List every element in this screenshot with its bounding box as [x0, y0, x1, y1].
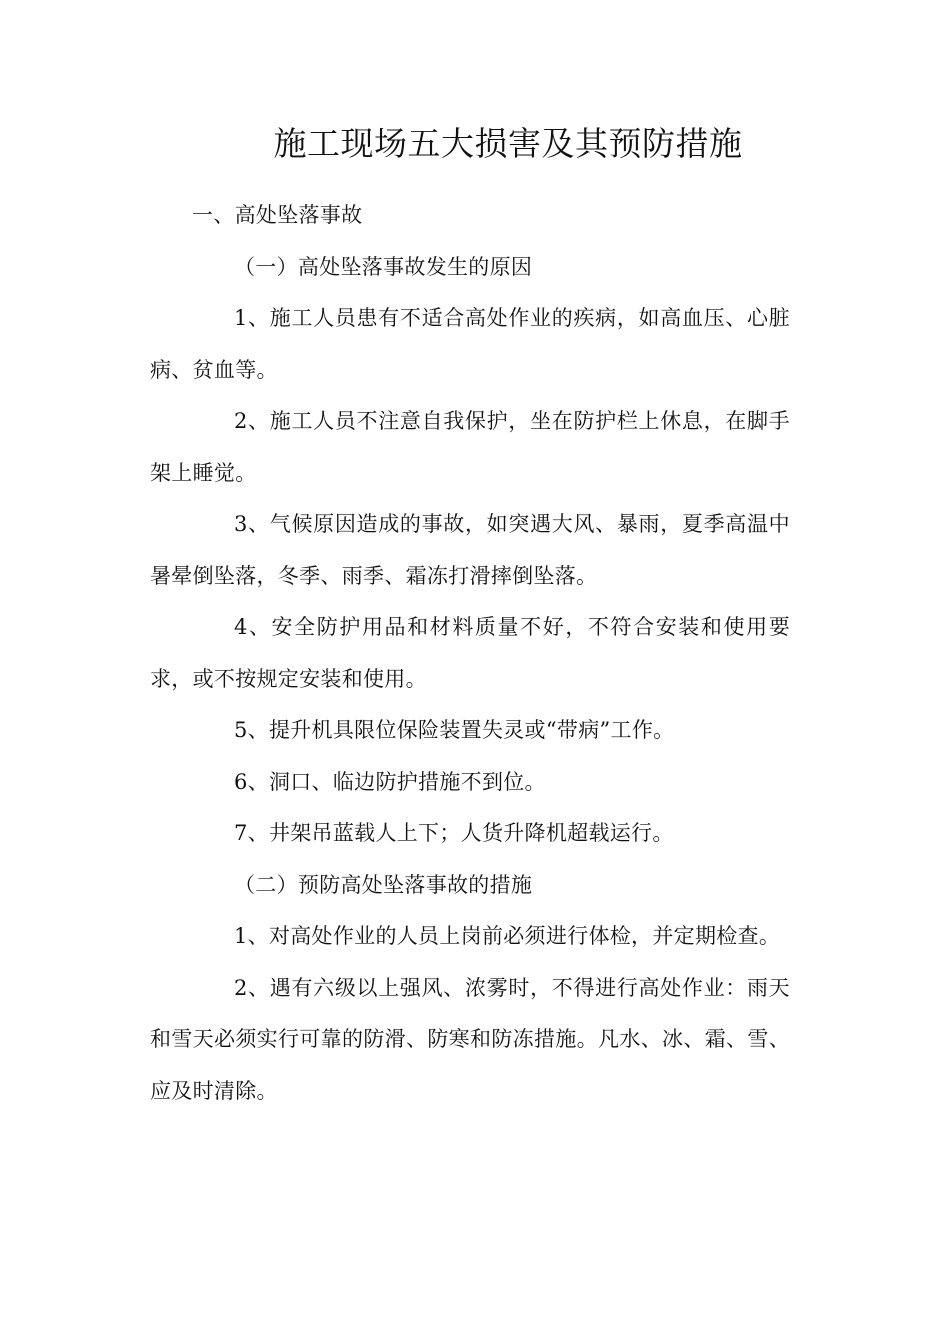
paragraph: 6、洞口、临边防护措施不到位。 — [234, 769, 546, 794]
paragraph: 7、井架吊蓝载人上下；人货升降机超载运行。 — [234, 821, 674, 845]
paragraph: 4、安全防护用品和材料质量不好，不符合安装和使用要求，或不按规定安装和使用。 — [150, 615, 790, 691]
document-body — [150, 190, 790, 1117]
paragraph: 2、施工人员不注意自我保护，坐在防护栏上休息，在脚手架上睡觉。 — [150, 409, 790, 485]
paragraph: 2、遇有六级以上强风、浓雾时，不得进行高处作业：雨天和雪天必须实行可靠的防滑、防寒和防冻措施。凡水、冰、霜、雪、应及时清除。 — [150, 975, 790, 1103]
subsection-heading: （一）高处坠落事故发生的原因 — [234, 254, 533, 279]
paragraph: 1、施工人员患有不适合高处作业的疾病，如高血压、心脏病、贫血等。 — [150, 306, 790, 382]
document-title: 施工现场五大损害及其预防措施 — [273, 124, 743, 163]
paragraph: 1、对高处作业的人员上岗前必须进行体检，并定期检查。 — [234, 924, 781, 948]
section-heading: 一、高处坠落事故 — [192, 203, 363, 227]
subsection-heading: （二）预防高处坠落事故的措施 — [234, 872, 533, 897]
paragraph: 3、气候原因造成的事故，如突遇大风、暴雨，夏季高温中暑晕倒坠落，冬季、雨季、霜冻打滑摔倒坠落。 — [150, 512, 790, 588]
paragraph: 5、提升机具限位保险装置失灵或“带病”工作。 — [234, 718, 675, 742]
